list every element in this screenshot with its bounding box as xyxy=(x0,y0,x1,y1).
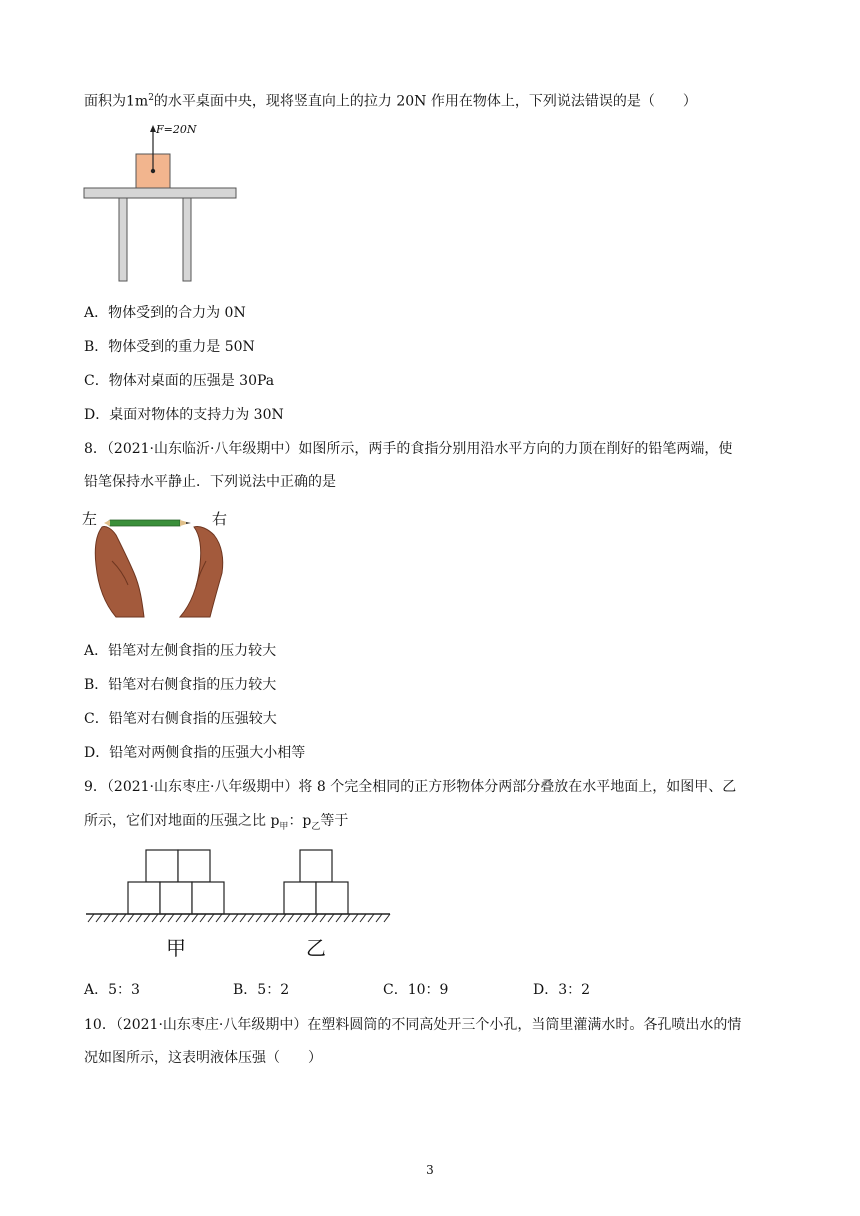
figure-label-jia: 甲 xyxy=(166,936,186,960)
q9-stem-line2: 所示，它们对地面的压强之比 $p_甲$：$p_乙$等于 xyxy=(84,813,349,832)
q9-option-a: A．5：3 xyxy=(84,982,140,998)
q8-option-d: D．铅笔对两侧食指的压强大小相等 xyxy=(84,745,306,761)
q10-stem-line2: 况如图所示，这表明液体压强（ ） xyxy=(84,1050,322,1066)
q9-option-b: B．5：2 xyxy=(233,982,290,998)
q10-stem-line1: 10．（2021·山东枣庄·八年级期中）在塑料圆筒的不同高处开三个小孔，当筒里灌满水时。各孔喷出水的情 xyxy=(84,1017,742,1033)
q7-option-d: D．桌面对物体的支持力为 30N xyxy=(84,407,284,423)
force-label: F=20N xyxy=(156,123,197,136)
page-number: 3 xyxy=(426,1163,434,1177)
q9-stem-line1: 9．（2021·山东枣庄·八年级期中）将 8 个完全相同的正方形物体分两部分叠放在水平地面上，如图甲、乙 xyxy=(84,779,737,795)
figure-label-yi: 乙 xyxy=(306,936,326,960)
q7-figure-table xyxy=(82,120,242,285)
q8-stem-line1: 8．（2021·山东临沂·八年级期中）如图所示，两手的食指分别用沿水平方向的力顶在削好的铅笔两端，使 xyxy=(84,441,733,457)
right-label: 右 xyxy=(212,510,228,528)
q9-option-d: D．3：2 xyxy=(533,982,591,998)
q9-figure-blocks xyxy=(84,848,394,963)
q8-figure-pencil-hands xyxy=(82,505,242,620)
q7-stem-line1: 面积为$1m^2$的水平桌面中央，现将竖直向上的拉力 20N 作用在物体上，下列说法错误的是（ ） xyxy=(84,93,697,110)
q7-option-b: B．物体受到的重力是 50N xyxy=(84,339,255,355)
q8-stem-line2: 铅笔保持水平静止．下列说法中正确的是 xyxy=(84,474,336,490)
q8-option-c: C．铅笔对右侧食指的压强较大 xyxy=(84,711,277,727)
q7-option-a: A．物体受到的合力为 0N xyxy=(84,305,246,321)
q9-option-c: C．10：9 xyxy=(383,982,449,998)
left-label: 左 xyxy=(82,510,98,528)
q8-option-b: B．铅笔对右侧食指的压力较大 xyxy=(84,677,277,693)
q7-option-c: C．物体对桌面的压强是 30Pa xyxy=(84,373,275,389)
q8-option-a: A．铅笔对左侧食指的压力较大 xyxy=(84,643,277,659)
